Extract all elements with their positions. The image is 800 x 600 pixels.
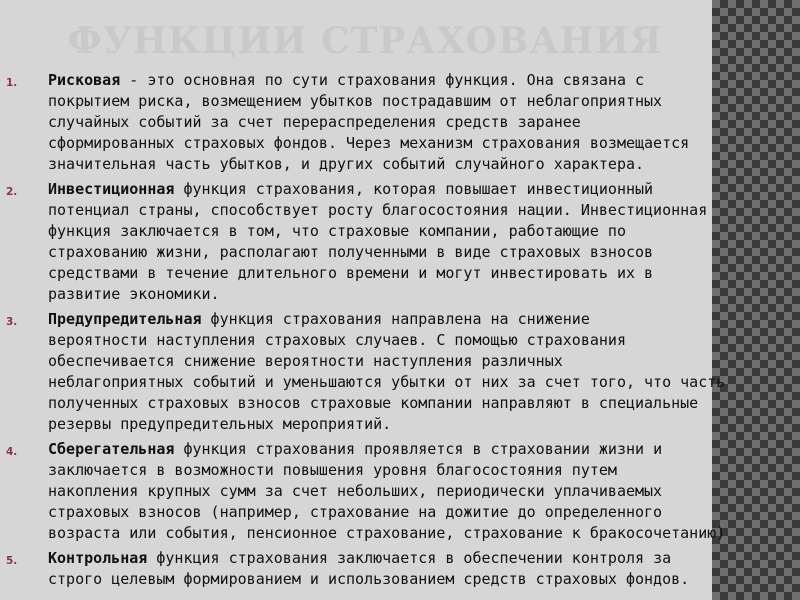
list-item-text: покрытием риска, возмещением убытков пострадавшим от неблагоприятных (48, 92, 663, 110)
list-item-text: средствами в течение длительного времени и могут инвестировать их в (48, 264, 654, 282)
list-item-text: обеспечивается снижение вероятности наступления различных (48, 352, 563, 370)
list-item-text: функция страхования направлена на снижение (201, 310, 590, 328)
list-item-line (48, 242, 794, 263)
list-item-text: развитие экономики. (48, 285, 220, 303)
list-item-line (48, 263, 794, 284)
list-item-line (48, 372, 794, 393)
list-item-line (48, 502, 794, 523)
list-item-line (48, 393, 794, 414)
list-item-term: Контрольная (48, 549, 148, 567)
list-item-line (48, 460, 794, 481)
list-item-text: значительная часть убытков, и других событий случайного характера. (48, 155, 645, 173)
list-item-term: Предупредительная (48, 310, 202, 328)
list-item-text: функция страхования, которая повышает инвестиционный (174, 180, 654, 198)
list-item-number: 4. (6, 446, 18, 458)
list-item-text: случайных событий за счет перераспределения средств заранее (48, 113, 581, 131)
list-item-line (48, 70, 794, 91)
list-item-text: страховых взносов (например, страхование на дожитие до определенного (48, 503, 663, 521)
list-item-term: Инвестиционная (48, 180, 175, 198)
list-item-line (48, 133, 794, 154)
list-item-line (48, 91, 794, 112)
list-item-text: полученных страховых взносов страховые компании направляют в специальные (48, 394, 699, 412)
list-item-text: строго целевым формированием и использованием средств страховых фондов. (48, 570, 690, 588)
list-item-line (48, 414, 794, 435)
list-item-line (48, 221, 794, 242)
list-item-line (48, 548, 794, 569)
list-item-line (48, 284, 794, 305)
list-item-line (48, 309, 794, 330)
list-item-text: резервы предупредительных мероприятий. (48, 415, 392, 433)
list-item-line (48, 179, 794, 200)
list-item-number: 2. (6, 186, 18, 198)
list-item-text: накопления крупных сумм за счет небольших, периодически уплачиваемых (48, 482, 663, 500)
list-item-line (48, 439, 794, 460)
list-item-line (48, 330, 794, 351)
list-item (0, 439, 800, 544)
list-item-term: Сберегательная (48, 440, 175, 458)
list-item-text: возраста или события, пенсионное страхование, страхование к бракосочетанию) (48, 524, 726, 542)
list-item-text: функция страхования проявляется в страховании жизни и (174, 440, 663, 458)
list-item-line (48, 112, 794, 133)
list-item-line (48, 200, 794, 221)
list-item-text: заключается в возможности повышения уровня благосостояния путем (48, 461, 617, 479)
list-item-line (48, 523, 794, 544)
list-item (0, 309, 800, 435)
list-item (0, 548, 800, 590)
list-item-text: сформированных страховых фондов. Через механизм страхования возмещается (48, 134, 690, 152)
list-item-text: функция страхования заключается в обеспечении контроля за (147, 549, 672, 567)
slide-title: ФУНКЦИИ СТРАХОВАНИЯ (67, 20, 663, 62)
list-item-line (48, 351, 794, 372)
list-item-text: - это основная по сути страхования функция. Она связана с (120, 71, 645, 89)
list-item-number: 5. (6, 555, 18, 567)
list-item-number: 1. (6, 77, 18, 89)
functions-list (0, 70, 800, 594)
list-item-line (48, 481, 794, 502)
list-item (0, 70, 800, 175)
list-item-line (48, 569, 794, 590)
list-item-text: потенциал страны, способствует росту благосостояния нации. Инвестиционная (48, 201, 708, 219)
list-item-text: функция заключается в том, что страховые компании, работающие по (48, 222, 626, 240)
list-item-term: Рисковая (48, 71, 121, 89)
list-item (0, 179, 800, 305)
list-item-text: неблагоприятных событий и уменьшаются убытки от них за счет того, что часть (48, 373, 726, 391)
list-item-text: вероятности наступления страховых случаев. С помощью страхования (48, 331, 626, 349)
list-item-number: 3. (6, 316, 18, 328)
list-item-text: страхованию жизни, располагают полученными в виде страховых взносов (48, 243, 654, 261)
list-item-line (48, 154, 794, 175)
